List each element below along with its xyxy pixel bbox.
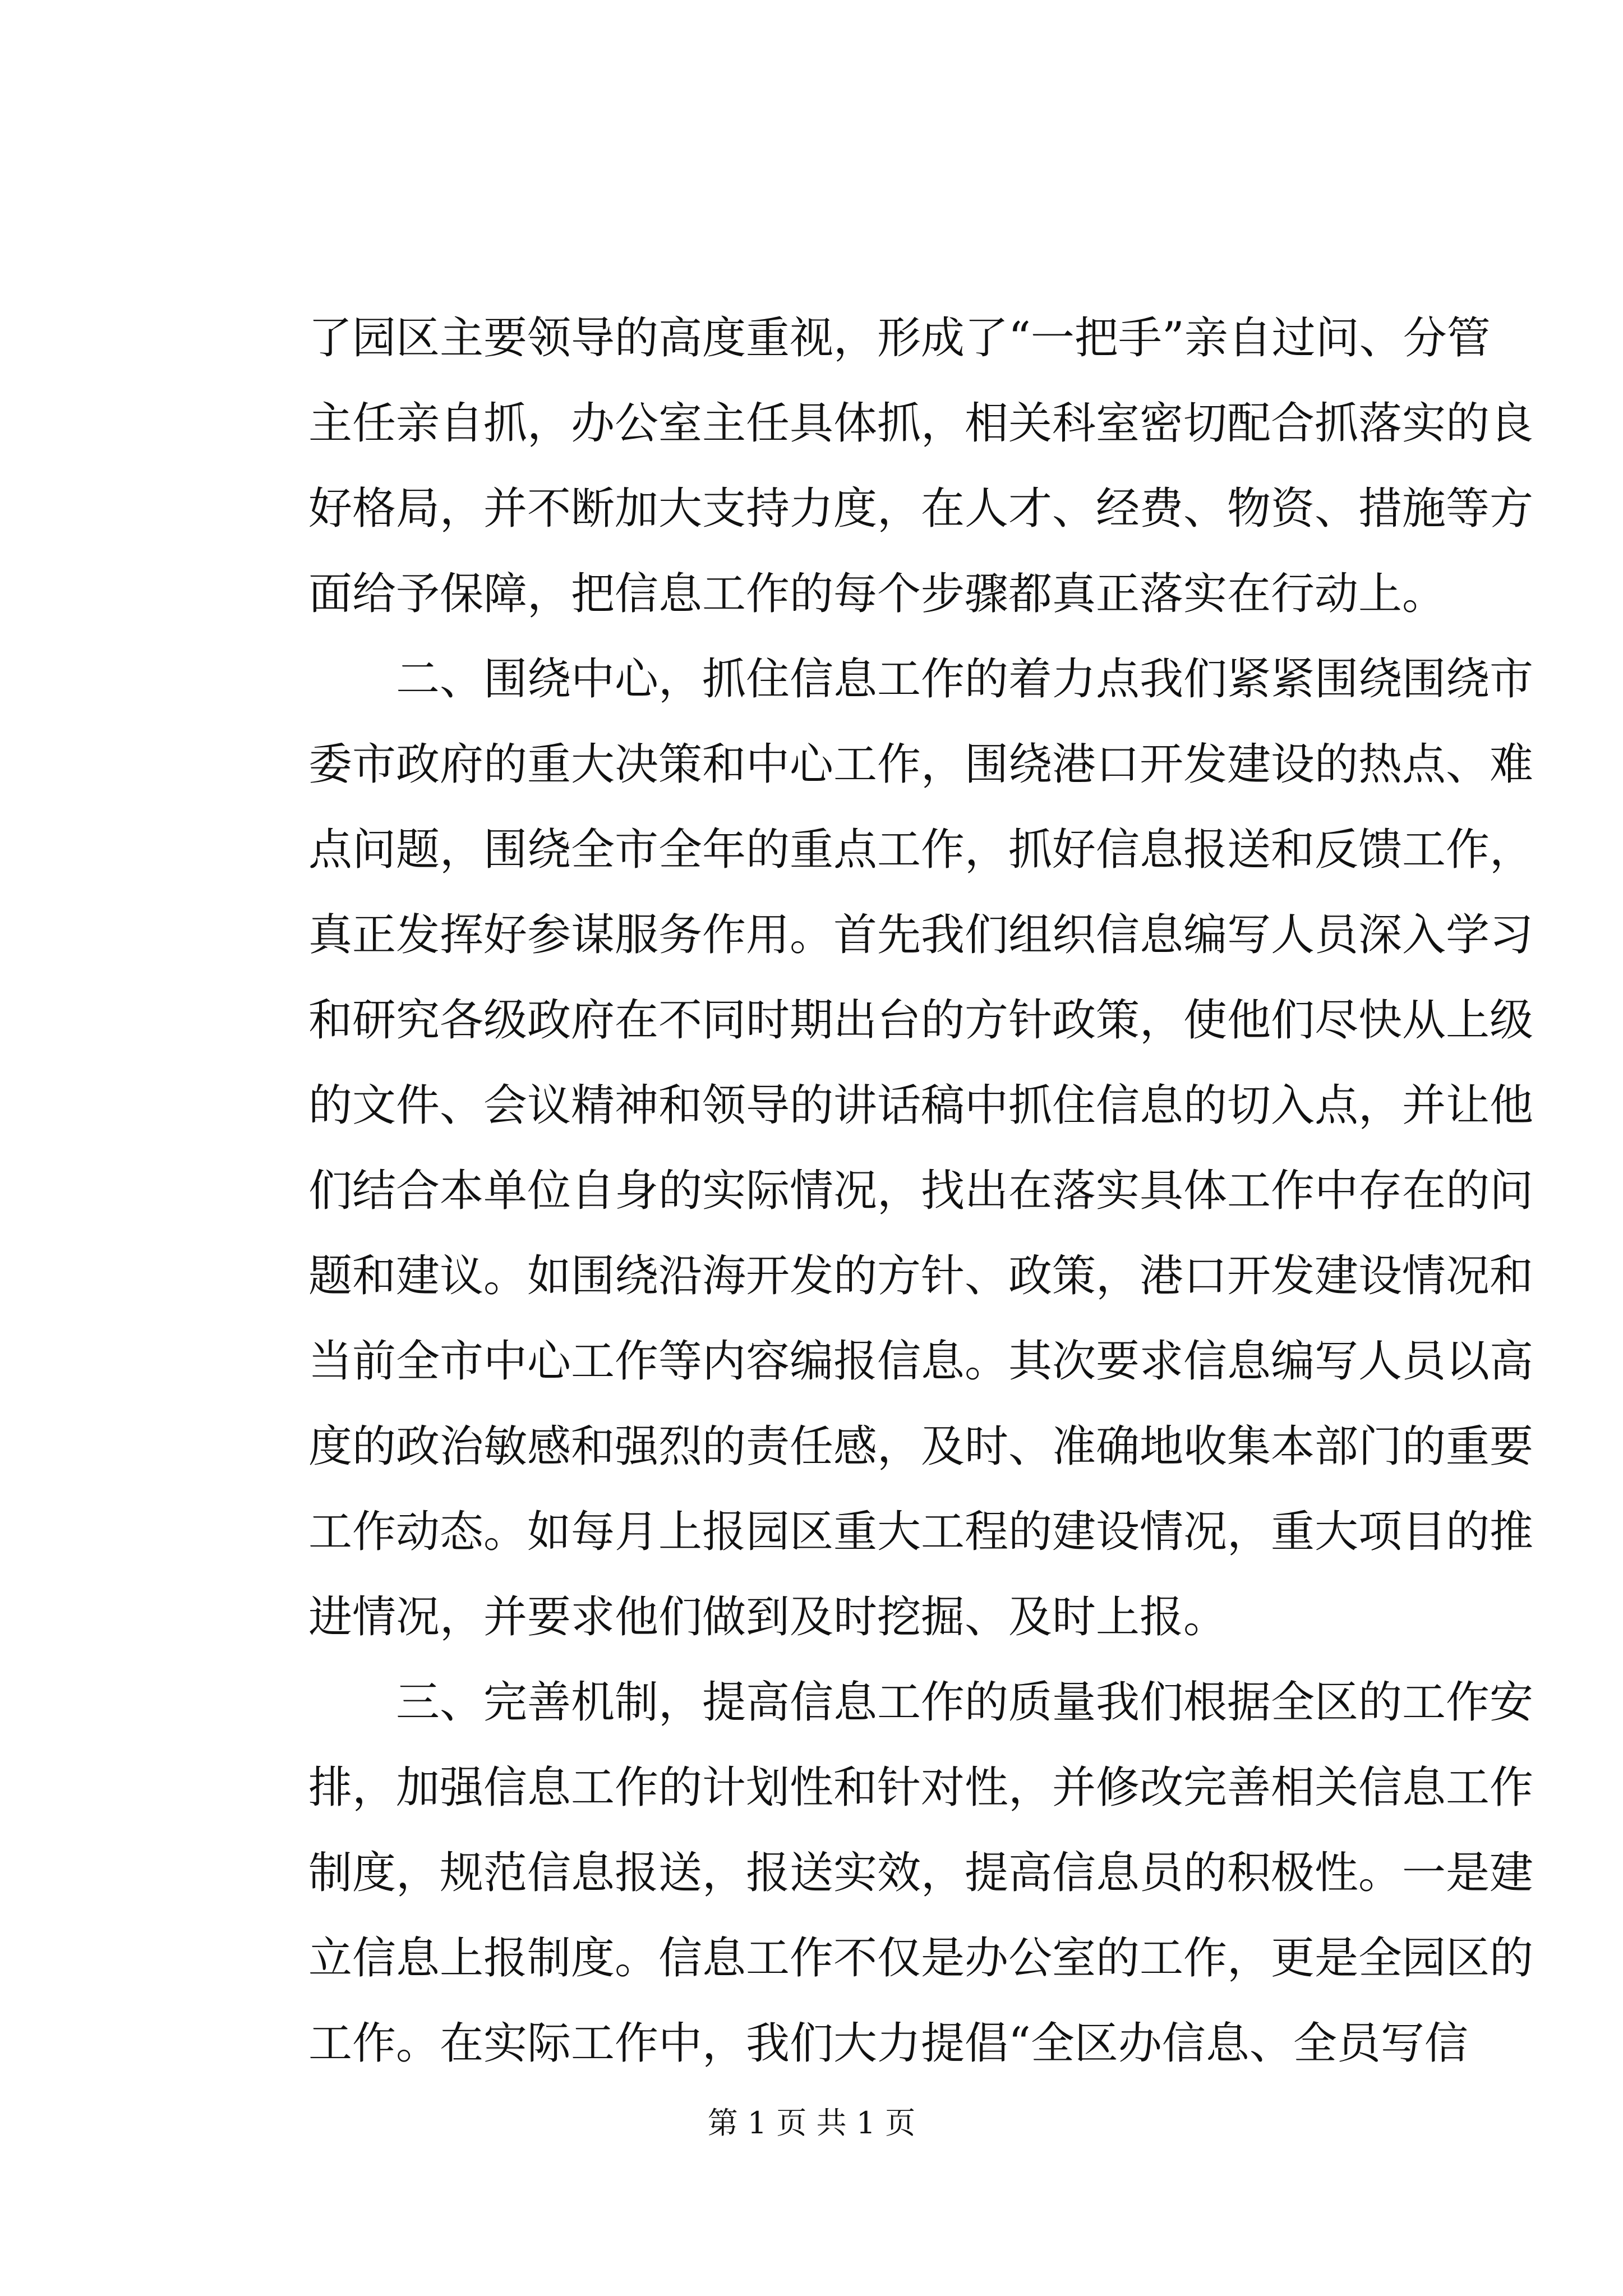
text-line: 题和建议。如围绕沿海开发的方针、政策，港口开发建设情况和 [308, 1251, 1534, 1301]
text-line: 排，加强信息工作的计划性和针对性，并修改完善相关信息工作 [308, 1763, 1534, 1813]
page-footer: 第 1 页 共 1 页 [707, 2105, 916, 2141]
text-line: 主任亲自抓，办公室主任具体抓，相关科室密切配合抓落实的良 [308, 398, 1534, 449]
text-line: 好格局，并不断加大支持力度，在人才、经费、物资、措施等方 [308, 484, 1534, 534]
text-line: 点问题，围绕全市全年的重点工作，抓好信息报送和反馈工作， [308, 825, 1534, 875]
text-line: 制度，规范信息报送，报送实效，提高信息员的积极性。一是建 [308, 1848, 1534, 1898]
text-line: 当前全市中心工作等内容编报信息。其次要求信息编写人员以高 [308, 1336, 1534, 1387]
text-line: 了园区主要领导的高度重视，形成了“一把手”亲自过问、分管 [308, 313, 1491, 364]
text-line: 工作。在实际工作中，我们大力提倡“全区办信息、全员写信 [308, 2018, 1468, 2069]
text-line: 工作动态。如每月上报园区重大工程的建设情况，重大项目的推 [308, 1507, 1534, 1557]
text-line: 立信息上报制度。信息工作不仅是办公室的工作，更是全园区的 [308, 1933, 1534, 1984]
text-line: 的文件、会议精神和领导的讲话稿中抓住信息的切入点，并让他 [308, 1080, 1534, 1131]
text-line: 委市政府的重大决策和中心工作，围绕港口开发建设的热点、难 [308, 739, 1534, 790]
text-line: 和研究各级政府在不同时期出台的方针政策，使他们尽快从上级 [308, 995, 1534, 1046]
text-line: 们结合本单位自身的实际情况，找出在落实具体工作中存在的问 [308, 1166, 1534, 1216]
text-line: 二、围绕中心，抓住信息工作的着力点我们紧紧围绕围绕市 [308, 654, 1534, 705]
text-line: 面给予保障，把信息工作的每个步骤都真正落实在行动上。 [308, 569, 1446, 619]
body-text [308, 296, 1534, 2086]
text-line: 三、完善机制，提高信息工作的质量我们根据全区的工作安 [308, 1677, 1534, 1728]
text-line: 度的政治敏感和强烈的责任感，及时、准确地收集本部门的重要 [308, 1421, 1534, 1472]
text-line: 真正发挥好参谋服务作用。首先我们组织信息编写人员深入学习 [308, 910, 1534, 960]
text-line: 进情况，并要求他们做到及时挖掘、及时上报。 [308, 1592, 1228, 1642]
